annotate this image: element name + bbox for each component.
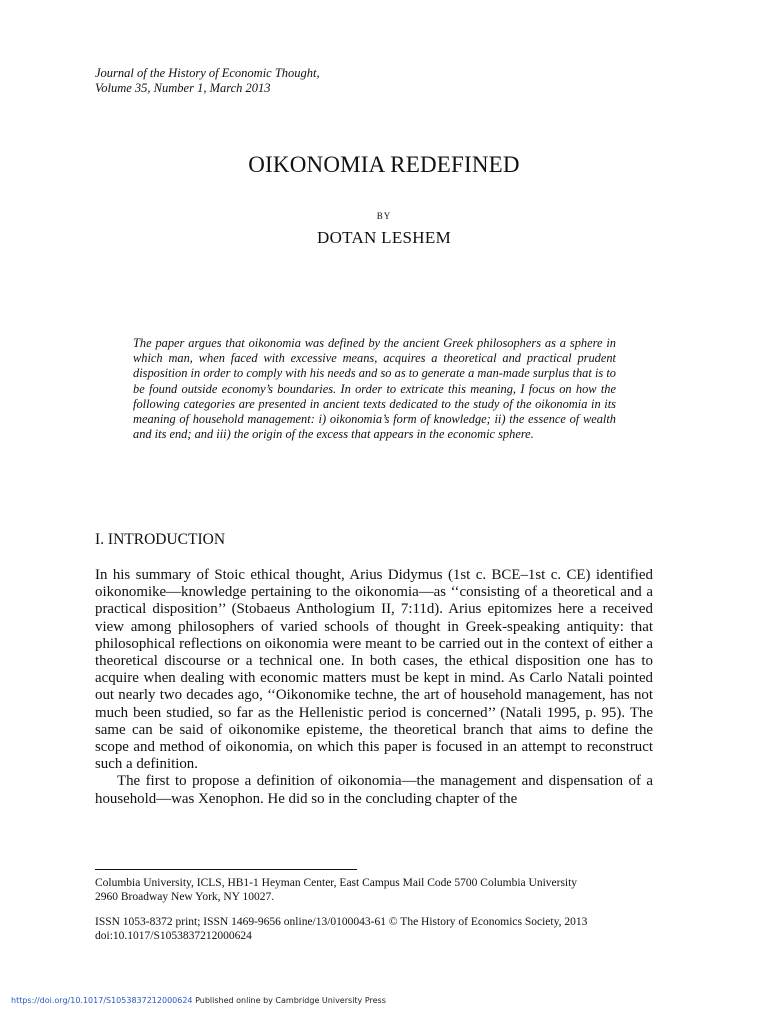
affiliation-line: Columbia University, ICLS, HB1-1 Heyman Center, East Campus Mail Code 5700 Columbia University (95, 877, 578, 889)
issn-line: ISSN 1053-8372 print; ISSN 1469-9656 online/13/0100043-61 © The History of Economics Society, 2013 (95, 916, 588, 928)
author-name: DOTAN LESHEM (317, 228, 451, 247)
article-title: OIKONOMIA REDEFINED (248, 152, 520, 177)
body-text (95, 567, 653, 808)
journal-name: Journal of the History of Economic Thought, (95, 66, 320, 80)
doi-link[interactable]: https://doi.org/10.1017/S1053837212000624 (11, 996, 193, 1005)
doi-line: doi:10.1017/S1053837212000624 (95, 930, 252, 942)
footnote-divider (95, 869, 357, 870)
journal-header (95, 66, 495, 96)
journal-volume: Volume 35, Number 1, March 2013 (95, 81, 271, 95)
section-heading: I. INTRODUCTION (95, 531, 226, 548)
byline-label: BY (376, 211, 392, 221)
author-affiliation (95, 876, 655, 904)
publication-info (95, 915, 665, 943)
paragraph: In his summary of Stoic ethical thought, Arius Didymus (1st c. BCE–1st c. CE) identified oikonomike—knowledge pertaining to the oikonomia—as ‘‘consisting of a theoretical and a practical disposition’’ (Stobaeus Anthologium II, 7:11d). Arius epitomizes here a received view among philosophers of varied schools of thought in Greek-speaking antiquity: that philosophical reflections on oikonomia were meant to be carried out in the context of either a theoretical discourse or a technical one. In both cases, the ethical disposition one has to acquire when dealing with economic matters must be kept in mind. As Carlo Natali pointed out nearly two decades ago, ‘‘Oikonomike techne, the art of household management, has not much been studied, so far as the Hellenistic period is concerned’’ (Natali 1995, p. 95). The same can be said of oikonomike episteme, the theoretical branch that aims to define the scope and method of oikonomia, on which this paper is focused in an attempt to reconstruct such a definition. (95, 567, 653, 773)
published-notice: Published online by Cambridge University Press (192, 996, 386, 1005)
affiliation-line: 2960 Broadway New York, NY 10027. (95, 891, 275, 903)
page-footer (11, 996, 711, 1005)
paragraph: The first to propose a definition of oikonomia—the management and dispensation of a household—was Xenophon. He did so in the concluding chapter of the (95, 773, 653, 807)
abstract: The paper argues that oikonomia was defined by the ancient Greek philosophers as a sphere in which man, when faced with excessive means, acquires a theoretical and practical prudent disposition in order to comply with his needs and so as to generate a man-made surplus that is to be found outside economy’s boundaries. In order to extricate this meaning, I focus on how the following categories are presented in ancient texts dedicated to the study of the oikonomia in its meaning of household management: i) oikonomia’s form of knowledge; ii) the essence of wealth and its end; and iii) the origin of the excess that appears in the economic sphere. (133, 336, 616, 442)
